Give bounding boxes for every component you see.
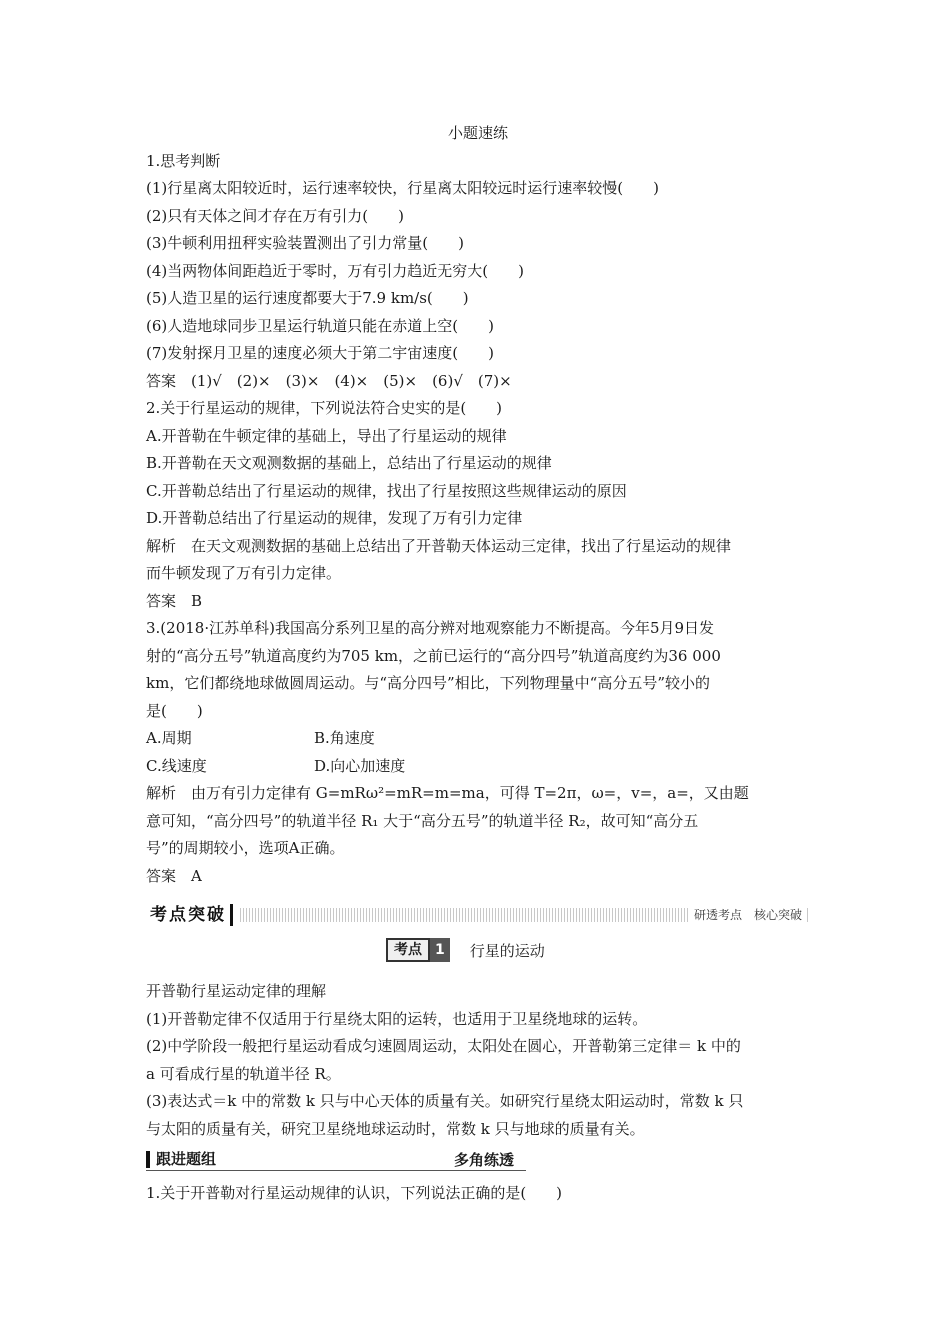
q3-analysis: 号”的周期较小，选项A正确。 bbox=[146, 839, 345, 857]
section-title: 小题速练 bbox=[447, 124, 508, 142]
q3-analysis: 意可知，“高分四号”的轨道半径 R₁ 大于“高分五号”的轨道半径 R₂，故可知“高分五 bbox=[146, 811, 699, 830]
q1-answer: 答案 (1)√ (2)× (3)× (4)× (5)× (6)√ (7)× bbox=[146, 371, 512, 390]
q1-item: (5)人造卫星的运行速度都要大于7.9 km/s( ) bbox=[146, 289, 469, 307]
kepler-point: 与太阳的质量有关，研究卫星绕地球运动时，常数 k 只与地球的质量有关。 bbox=[146, 1119, 645, 1138]
q3-options-row bbox=[146, 753, 810, 781]
q2-option: B.开普勒在天文观测数据的基础上，总结出了行星运动的规律 bbox=[146, 454, 552, 472]
q2-analysis: 解析 在天文观测数据的基础上总结出了开普勒天体运动三定律，找出了行星运动的规律 bbox=[146, 536, 732, 555]
q3-analysis: 解析 由万有引力定律有 G=mRω²=mR=m=ma，可得 T=2π，ω=，v=，a=，又由题 bbox=[146, 784, 749, 802]
kepler-point: (1)开普勒定律不仅适用于行星绕太阳的运转，也适用于卫星绕地球的运转。 bbox=[146, 1009, 648, 1028]
q2-answer: 答案 B bbox=[146, 591, 203, 610]
q3-option-d: D.向心加速度 bbox=[314, 756, 406, 775]
q1-item: (2)只有天体之间才存在万有引力( ) bbox=[146, 206, 404, 225]
follow-up-question-stem: 1.关于开普勒对行星运动规律的认识，下列说法正确的是( ) bbox=[146, 1184, 563, 1202]
q1-heading: 1.思考判断 bbox=[146, 151, 221, 170]
follow-up-question bbox=[146, 1180, 810, 1208]
follow-up-title: 跟进题组 bbox=[156, 1150, 217, 1168]
q2-analysis: 而牛顿发现了万有引力定律。 bbox=[146, 564, 342, 582]
follow-up-header bbox=[146, 1148, 526, 1171]
kepler-section bbox=[146, 978, 810, 1143]
q1-item: (3)牛顿利用扭秤实验装置测出了引力常量( ) bbox=[146, 234, 464, 252]
q3-stem: 射的“高分五号”轨道高度约为705 km，之前已运行的“高分四号”轨道高度约为36 000 bbox=[146, 646, 721, 665]
q1-item: (4)当两物体间距趋近于零时，万有引力趋近无穷大( ) bbox=[146, 261, 524, 280]
kaodian-box: 考点 bbox=[386, 938, 430, 962]
q2-stem: 2.关于行星运动的规律，下列说法符合史实的是( ) bbox=[146, 399, 503, 417]
kaodian-number: 1 bbox=[430, 938, 450, 962]
q3-stem: km，它们都绕地球做圆周运动。与“高分四号”相比，下列物理量中“高分五号”较小的 bbox=[146, 674, 710, 692]
q3-stem: 3.(2018·江苏单科)我国高分系列卫星的高分辨对地观察能力不断提高。今年5月9日发 bbox=[146, 619, 715, 637]
kepler-heading: 开普勒行星运动定律的理解 bbox=[146, 982, 327, 1000]
kaodian-banner bbox=[146, 904, 810, 926]
q3-option-a: A.周期 bbox=[146, 729, 192, 747]
q3-option-c: C.线速度 bbox=[146, 756, 207, 775]
page-content bbox=[146, 120, 810, 890]
q1-item: (7)发射探月卫星的速度必须大于第二宇宙速度( ) bbox=[146, 344, 494, 362]
kaodian-label bbox=[386, 938, 545, 962]
kepler-point: (3)表达式＝k 中的常数 k 只与中心天体的质量有关。如研究行星绕太阳运动时，常数 k 只 bbox=[146, 1092, 744, 1110]
q1-item: (6)人造地球同步卫星运行轨道只能在赤道上空( ) bbox=[146, 316, 494, 335]
banner-tag: 研透考点 核心突破 bbox=[690, 907, 806, 923]
q1-item: (1)行星离太阳较近时，运行速率较快，行星离太阳较远时运行速率较慢( ) bbox=[146, 179, 659, 197]
q3-stem: 是( ) bbox=[146, 701, 203, 720]
follow-up-bar bbox=[146, 1151, 150, 1168]
q2-option: C.开普勒总结出了行星运动的规律，找出了行星按照这些规律运动的原因 bbox=[146, 481, 627, 500]
kepler-point: a 可看成行星的轨道半径 R。 bbox=[146, 1064, 341, 1083]
kepler-point: (2)中学阶段一般把行星运动看成匀速圆周运动，太阳处在圆心，开普勒第三定律＝ k 中的 bbox=[146, 1037, 741, 1055]
q2-option: D.开普勒总结出了行星运动的规律，发现了万有引力定律 bbox=[146, 509, 523, 527]
q2-option: A.开普勒在牛顿定律的基础上，导出了行星运动的规律 bbox=[146, 426, 507, 445]
follow-up-subtitle: 多角练透 bbox=[454, 1151, 515, 1169]
q3-options-row bbox=[146, 725, 810, 753]
banner-title: 考点突破 bbox=[146, 904, 233, 926]
q3-answer: 答案 A bbox=[146, 866, 202, 885]
q3-option-b: B.角速度 bbox=[314, 729, 375, 747]
kaodian-title: 行星的运动 bbox=[469, 941, 545, 960]
